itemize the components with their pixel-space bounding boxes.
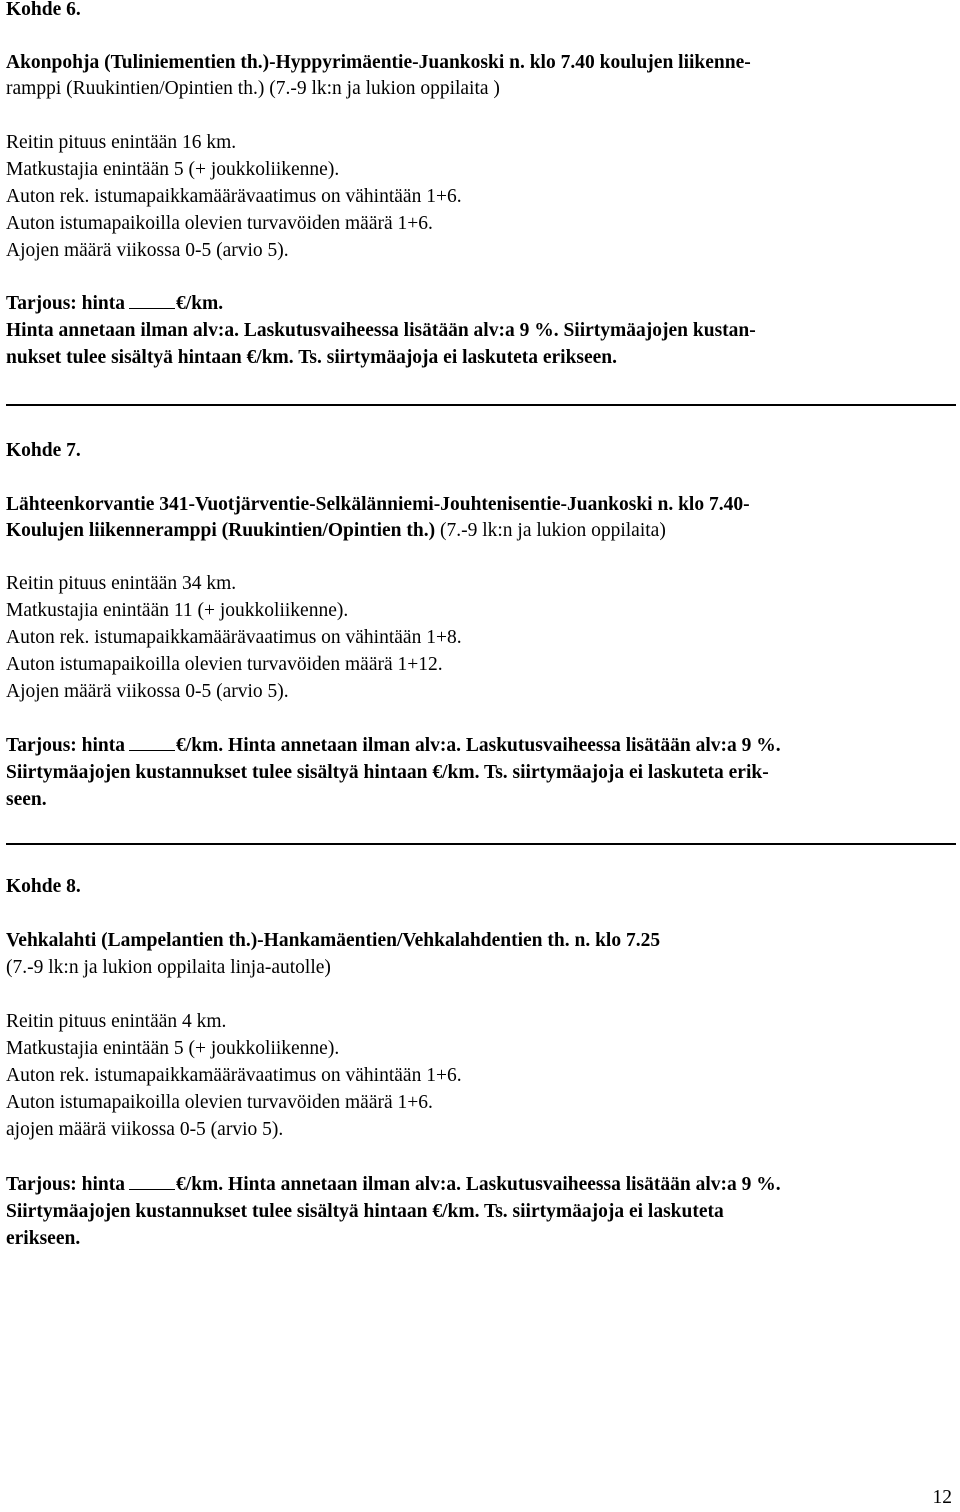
kohde8-route-line2: (7.-9 lk:n ja lukion oppilaita linja-autolle)	[6, 957, 331, 978]
kohde6-detail-passengers: Matkustajia enintään 5 (+ joukkoliikenne).	[6, 159, 340, 180]
kohde8-title: Kohde 8.	[6, 876, 81, 897]
kohde6-price-blank[interactable]	[129, 292, 175, 309]
kohde8-vat-line2: erikseen.	[6, 1228, 81, 1249]
kohde6-offer-suffix: €/km.	[176, 293, 224, 314]
kohde6-offer-prefix: Tarjous: hinta	[6, 293, 126, 314]
kohde6-offer-line	[6, 291, 223, 318]
kohde7-offer-suffix: €/km. Hinta annetaan ilman alv:a. Laskutusvaiheessa lisätään alv:a 9 %.	[176, 735, 781, 756]
kohde6-vat-line1: Hinta annetaan ilman alv:a. Laskutusvaiheessa lisätään alv:a 9 %. Siirtymäajojen kustan-	[6, 320, 756, 341]
kohde6-route-line2: ramppi (Ruukintien/Opintien th.) (7.-9 lk:n ja lukion oppilaita )	[6, 78, 500, 99]
section-divider	[6, 404, 956, 406]
kohde7-offer-prefix: Tarjous: hinta	[6, 735, 126, 756]
kohde7-route-line2-normal: (7.-9 lk:n ja lukion oppilaita)	[435, 520, 666, 541]
kohde8-offer-line	[6, 1172, 781, 1199]
kohde6-vat-line2: nukset tulee sisältyä hintaan €/km. Ts. siirtymäajoja ei laskuteta erikseen.	[6, 347, 618, 368]
section-divider	[6, 843, 956, 845]
kohde8-detail-seats: Auton rek. istumapaikkamäärävaatimus on vähintään 1+6.	[6, 1065, 462, 1086]
kohde8-offer-prefix: Tarjous: hinta	[6, 1174, 126, 1195]
kohde7-detail-seats: Auton rek. istumapaikkamäärävaatimus on vähintään 1+8.	[6, 627, 462, 648]
kohde7-route-line2	[6, 518, 666, 545]
kohde8-detail-length: Reitin pituus enintään 4 km.	[6, 1011, 227, 1032]
kohde7-route-line2-bold: Koulujen liikenneramppi (Ruukintien/Opintien th.)	[6, 520, 436, 541]
kohde7-vat-line1: Siirtymäajojen kustannukset tulee sisältyä hintaan €/km. Ts. siirtymäajoja ei laskuteta erik-	[6, 762, 769, 783]
kohde7-detail-length: Reitin pituus enintään 34 km.	[6, 573, 237, 594]
kohde6-route-line1: Akonpohja (Tuliniementien th.)-Hyppyrimäentie-Juankoski n. klo 7.40 koulujen liikenne-	[6, 52, 751, 73]
kohde8-detail-trips: ajojen määrä viikossa 0-5 (arvio 5).	[6, 1119, 284, 1140]
kohde8-detail-passengers: Matkustajia enintään 5 (+ joukkoliikenne).	[6, 1038, 340, 1059]
kohde7-detail-passengers: Matkustajia enintään 11 (+ joukkoliikenne).	[6, 600, 349, 621]
kohde6-detail-trips: Ajojen määrä viikossa 0-5 (arvio 5).	[6, 240, 289, 261]
kohde8-offer-suffix: €/km. Hinta annetaan ilman alv:a. Laskutusvaiheessa lisätään alv:a 9 %.	[176, 1174, 781, 1195]
kohde7-route-line1: Lähteenkorvantie 341-Vuotjärventie-Selkälänniemi-Jouhtenisentie-Juankoski n. klo 7.40-	[6, 494, 750, 515]
kohde8-route-line1: Vehkalahti (Lampelantien th.)-Hankamäentien/Vehkalahdentien th. n. klo 7.25	[6, 930, 661, 951]
kohde6-detail-seatbelts: Auton istumapaikoilla olevien turvavöiden määrä 1+6.	[6, 213, 433, 234]
kohde7-detail-seatbelts: Auton istumapaikoilla olevien turvavöiden määrä 1+12.	[6, 654, 443, 675]
page-number: 12	[932, 1487, 952, 1508]
kohde6-detail-length: Reitin pituus enintään 16 km.	[6, 132, 237, 153]
kohde6-title: Kohde 6.	[6, 0, 81, 20]
kohde7-title: Kohde 7.	[6, 440, 81, 461]
kohde7-detail-trips: Ajojen määrä viikossa 0-5 (arvio 5).	[6, 681, 289, 702]
kohde7-price-blank[interactable]	[129, 734, 175, 751]
kohde8-price-blank[interactable]	[129, 1173, 175, 1190]
kohde7-vat-line2: seen.	[6, 789, 47, 810]
kohde8-vat-line1: Siirtymäajojen kustannukset tulee sisältyä hintaan €/km. Ts. siirtymäajoja ei laskuteta	[6, 1201, 724, 1222]
kohde6-detail-seats: Auton rek. istumapaikkamäärävaatimus on vähintään 1+6.	[6, 186, 462, 207]
kohde7-offer-line	[6, 733, 781, 760]
kohde8-detail-seatbelts: Auton istumapaikoilla olevien turvavöiden määrä 1+6.	[6, 1092, 433, 1113]
